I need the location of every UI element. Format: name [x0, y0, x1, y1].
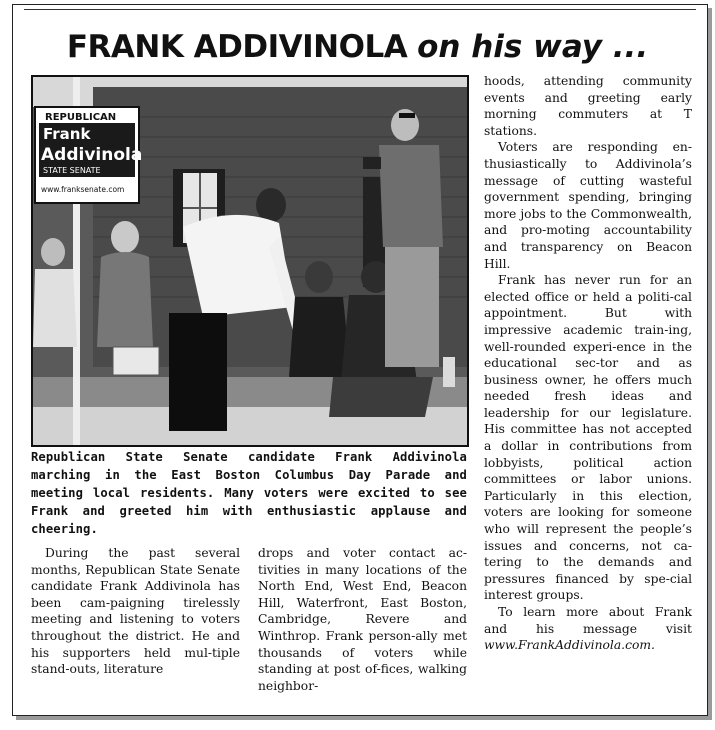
col3-paragraph-1: hoods, attending community events and greeting early morning commuters at T stations.: [484, 74, 692, 138]
column-1: [31, 545, 240, 678]
website-link[interactable]: www.FrankAddivinola.com.: [484, 638, 655, 653]
col3-paragraph-3: Frank has never run for an elected office or held a politi-cal appointment. But with impressive academic train-ing, well-rounded experi-ence in the educational sec-tor and as business owner, he offers much needed fresh ideas and leadership for our legislature. His committee has not accepted a dollar in contributions from lobbyists, political action committees or labor unions. Particularly in this election, voters are looking for someone who will represent the people’s issues and concerns, not ca-tering to the demands and pressures financed by spe-cial interest groups.: [484, 273, 692, 603]
sign-line-2: Frank: [43, 125, 91, 143]
col1-paragraph-1: During the past several months, Republican State Senate candidate Frank Addivinola has been cam-paigning tirelessly meeting and listening to voters throughout the district. He and his supporters held mul-tiple stand-outs, literature: [31, 546, 240, 677]
top-rule: [24, 9, 696, 10]
photo-caption: Republican State Senate candidate Frank Addivinola marching in the East Boston Columbus Day Parade and meeting local residents. Many voters were excited to see Frank and greeted him with enthusiastic applause and cheering.: [31, 450, 467, 536]
col2-paragraph-1: drops and voter contact ac-tivities in many locations of the North End, West End, Beacon Hill, Waterfront, East Boston, Cambridge, Revere and Winthrop. Frank person-ally met thousands of voters while standing at post of-fices, walking neighbor-: [258, 546, 467, 693]
headline: [0, 27, 715, 67]
column-3: [484, 73, 692, 654]
sign-line-4: STATE SENATE: [43, 166, 101, 175]
col3-paragraph-2: Voters are responding en-thusiastically to Addivinola’s message of cutting wasteful government spending, bringing more jobs to the Commonwealth, and pro-moting accountability and transparency on Beacon Hill.: [484, 140, 692, 271]
sign-line-3: Addivinola: [41, 145, 143, 165]
sign-line-5: www.franksenate.com: [41, 185, 125, 194]
parade-photo: [31, 75, 469, 447]
column-2: [258, 545, 467, 694]
col3-paragraph-4: [484, 604, 692, 654]
sign-line-1: REPUBLICAN: [45, 112, 117, 123]
headline-tail: on his way ...: [417, 29, 649, 65]
headline-name: FRANK ADDIVINOLA: [66, 29, 408, 65]
col3-paragraph-4-text: To learn more about Frank and his message visit: [484, 605, 692, 636]
